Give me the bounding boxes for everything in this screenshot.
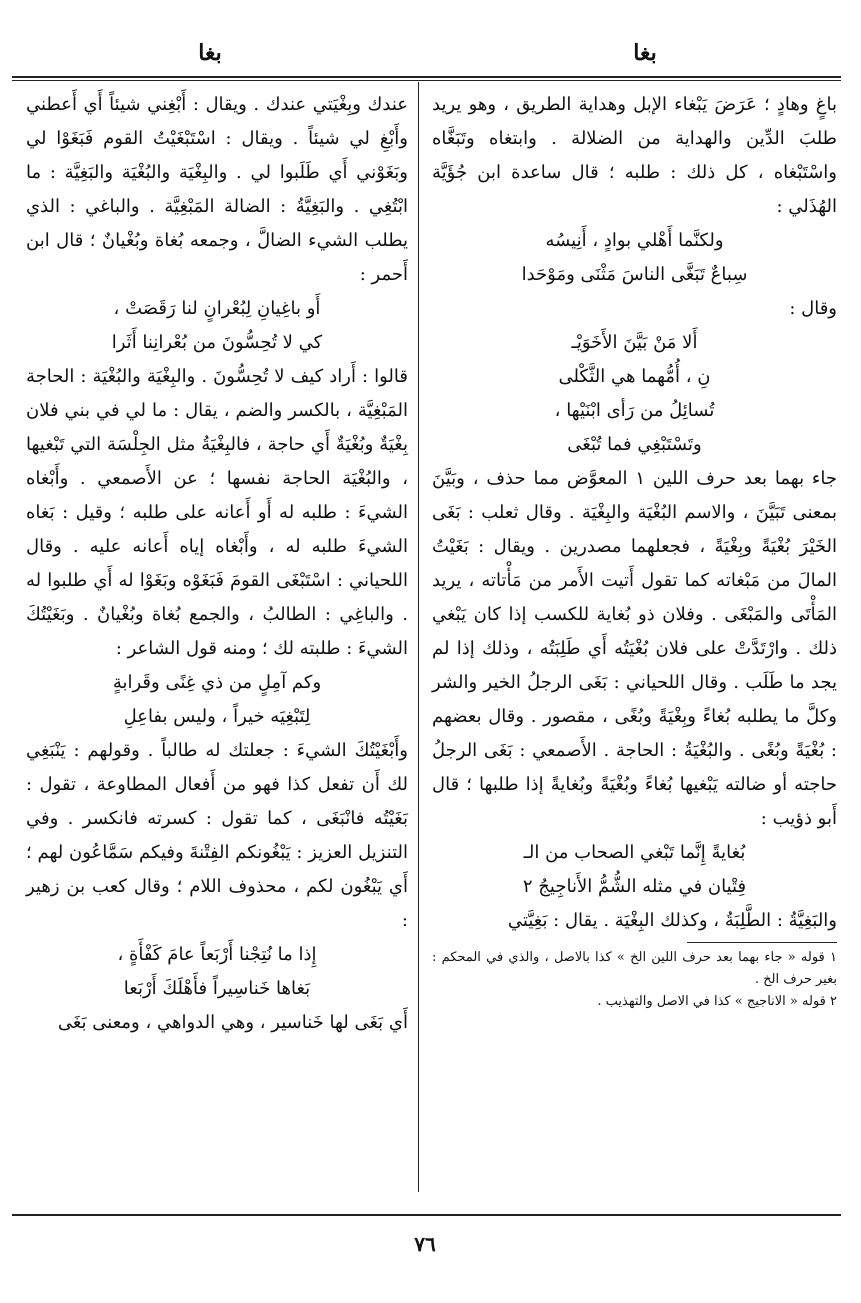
verse-line: فِتْيان في مثله الشُّمُّ الأَناجِيجُ ٢ [522,876,747,897]
verse-line: تُسائِلُ من رَأى ابْنَيْها ، [554,400,715,421]
entry-paragraph: جاء بهما بعد حرف اللين ١ المعوَّض مما حذف ، وبَيَّنَ بمعنى تَبَيَّنَ ، والاسم البُغْيَة والبِغْيَة . وقال ثعلب : بَغَى الخَيْرَ بُغْيَةً وبِغْيَةً ، فجعلهما مصدرين . ويقال : بَغَيْتُ المالَ من مَبْغاته كما تقول أَتيت الأَمر من مَأْتاته ، يريد المَأْتَى والمَبْغَى . وفلان ذو بُغاية للكسب إذا كان يَبْغي ذلك . وارْتَدَّتْ على فلان بُغْيَتُه أَي طَلِبَتُه ، وذلك إذا لم يجد ما طَلَب . وقال اللحياني : بَغَى الرجلُ الخير والشر وكلَّ ما يطلبه بُغاءً وبِغْيَةً وبُغًى ، مقصور . وقال بعضهم : بُغْيَةً وبُغًى . والبُغْيَةُ : الحاجة . الأَصمعي : بَغَى الرجلُ حاجته أو ضالته يَبْغيها بُغاءً وبُغْيَةً وبُغايةً إذا طلبها ؛ قال أَبو ذؤيب : [432,468,838,829]
verse-line: ولكنَّما أَهْلي بوادٍ ، أَنِيسُه [545,230,724,251]
entry-paragraph: وأَبْغَيْتُكَ الشيءَ : جعلتك له طالباً . وقولهم : يَنْبَغِي لك أَن تفعل كذا فهو من أَفعال المطاوعة ، تقول : بَغَيْتُه فانْبَغَى ، كما تقول : كسرته فانكسر . وفي التنزيل العزيز : يَبْغُونكم الفِتْنةَ وفيكم سَمَّاعُون لهم ؛ أَي يَبْغُون لكم ، محذوف اللام ؛ وقال كعب بن زهير : [26,740,408,931]
footnote: ٢ قوله « الاناجيج » كذا في الاصل والتهذيب . [597,994,837,1009]
verse-line: بَغاها خَناسِيراً فأَهْلَكَ أَرْبَعا [123,978,311,999]
footer-rule [12,1214,841,1216]
verse-line: وتَسْتَبْغِي فما تُبْغَى [567,434,702,455]
entry-paragraph: وقال : [789,298,837,319]
right-column [432,88,837,1013]
entry-paragraph: عندك وبِغْيَتي عندك . ويقال : أَبْغِني شيئاً أَي أَعطني وأَبْغِ لي شيئاً . ويقال : اسْتَبْغَيْتُ القوم فَبَغَوْا لي وبَغَوْني أَي طَلَبوا لي . والبِغْيَة والبُغْيَة والبَغِيَّة : ما ابْتُغِي . والبَغِيَّةُ : الضالة المَبْغِيَّة . والباغي : الذي يطلب الشيء الضالَّ ، وجمعه بُغاة وبُغْيانٌ ؛ قال ابن أَحمر : [26,94,408,285]
verse-line: لِتَبْغِيَه خيراً ، وليس بفاعِلِ [123,706,311,727]
verse-line: إِذا ما نُتِجْنا أَرْبَعاً عامَ كَفْأَةٍ ، [117,944,317,965]
verse-line: أَو باغِيانِ لِبُعْرانٍ لنا رَقَصَتْ ، [113,298,321,319]
entry-paragraph: أَي بَغَى لها خَناسير ، وهي الدواهي ، ومعنى بَغَى [57,1012,408,1033]
verse-line: بُغايةً إِنَّما تَبْغي الصحاب من الـ [523,842,746,863]
verse-line: نِ ، أُمُّهما هي الثَّكْلى [558,366,711,387]
right-column-header: بغا [633,40,657,66]
header-rule-thin [12,80,841,81]
header-rule [12,76,841,78]
page-number: ٧٦ [414,1232,436,1256]
verse-line: أَلا مَنْ بَيَّنَ الأَخَوَيْـ [571,332,698,353]
left-column [26,88,408,1040]
entry-paragraph: باغٍ وهادٍ ؛ عَرَضَ يَبْغاء الإبل وهداية الطريق ، وهو يريد طلبَ الدِّين والهداية من الضلالة . وابتغاه وتَبَغَّاه واسْتَبْغاه ، كل ذلك : طلبه ؛ قال ساعدة ابن جُؤَيَّة الهُذَلي : [432,94,837,217]
verse-line: وكم آمِلٍ من ذي غِنًى وقَرابةٍ [112,672,322,693]
entry-paragraph: والبَغِيَّةُ : الطَّلِبَةُ ، وكذلك البِغْيَة . يقال : بَغِيَّتي [507,910,837,931]
footnote-rule [687,942,837,943]
footnote: ١ قوله « جاء بهما بعد حرف اللين الخ » كذا بالاصل ، والذي في المحكم : بغير حرف الخ . [432,950,837,987]
left-column-header: بغا [198,40,222,66]
verse-line: سِباعٌ تَبَغَّى الناسَ مَثْنَى ومَوْحَدا [521,264,748,285]
entry-paragraph: قالوا : أَراد كيف لا تُحِسُّونَ . والبِغْيَة والبُغْيَة : الحاجة المَبْغِيَّة ، بالكسر والضم ، يقال : ما لي في بني فلان بِغْيَةٌ وبُغْيَةٌ أَي حاجة ، فالبِغْيَةُ مثل الجِلْسَة التي تَبْغيها ، والبُغْيَة الحاجة نفسها ؛ عن الأَصمعي . وأَبْغاه الشيءَ : طلبه له أَو أَعانه على طلبه ؛ وقيل : بَغاه الشيءَ طلبه له ، وأَبْغاه إياه أَعانه عليه . وقال اللحياني : اسْتَبْغَى القومَ فَبَغَوْه وبَغَوْا له أَي طلبوا له . والباغِي : الطالبُ ، والجمع بُغاة وبُغْيانٌ . وبَغَيْتُكَ الشيءَ : طلبته لك ؛ ومنه قول الشاعر : [26,366,408,659]
verse-line: كي لا تُحِسُّونَ من بُعْرانِنا أَثَرا [111,332,323,353]
column-divider [418,82,419,1192]
